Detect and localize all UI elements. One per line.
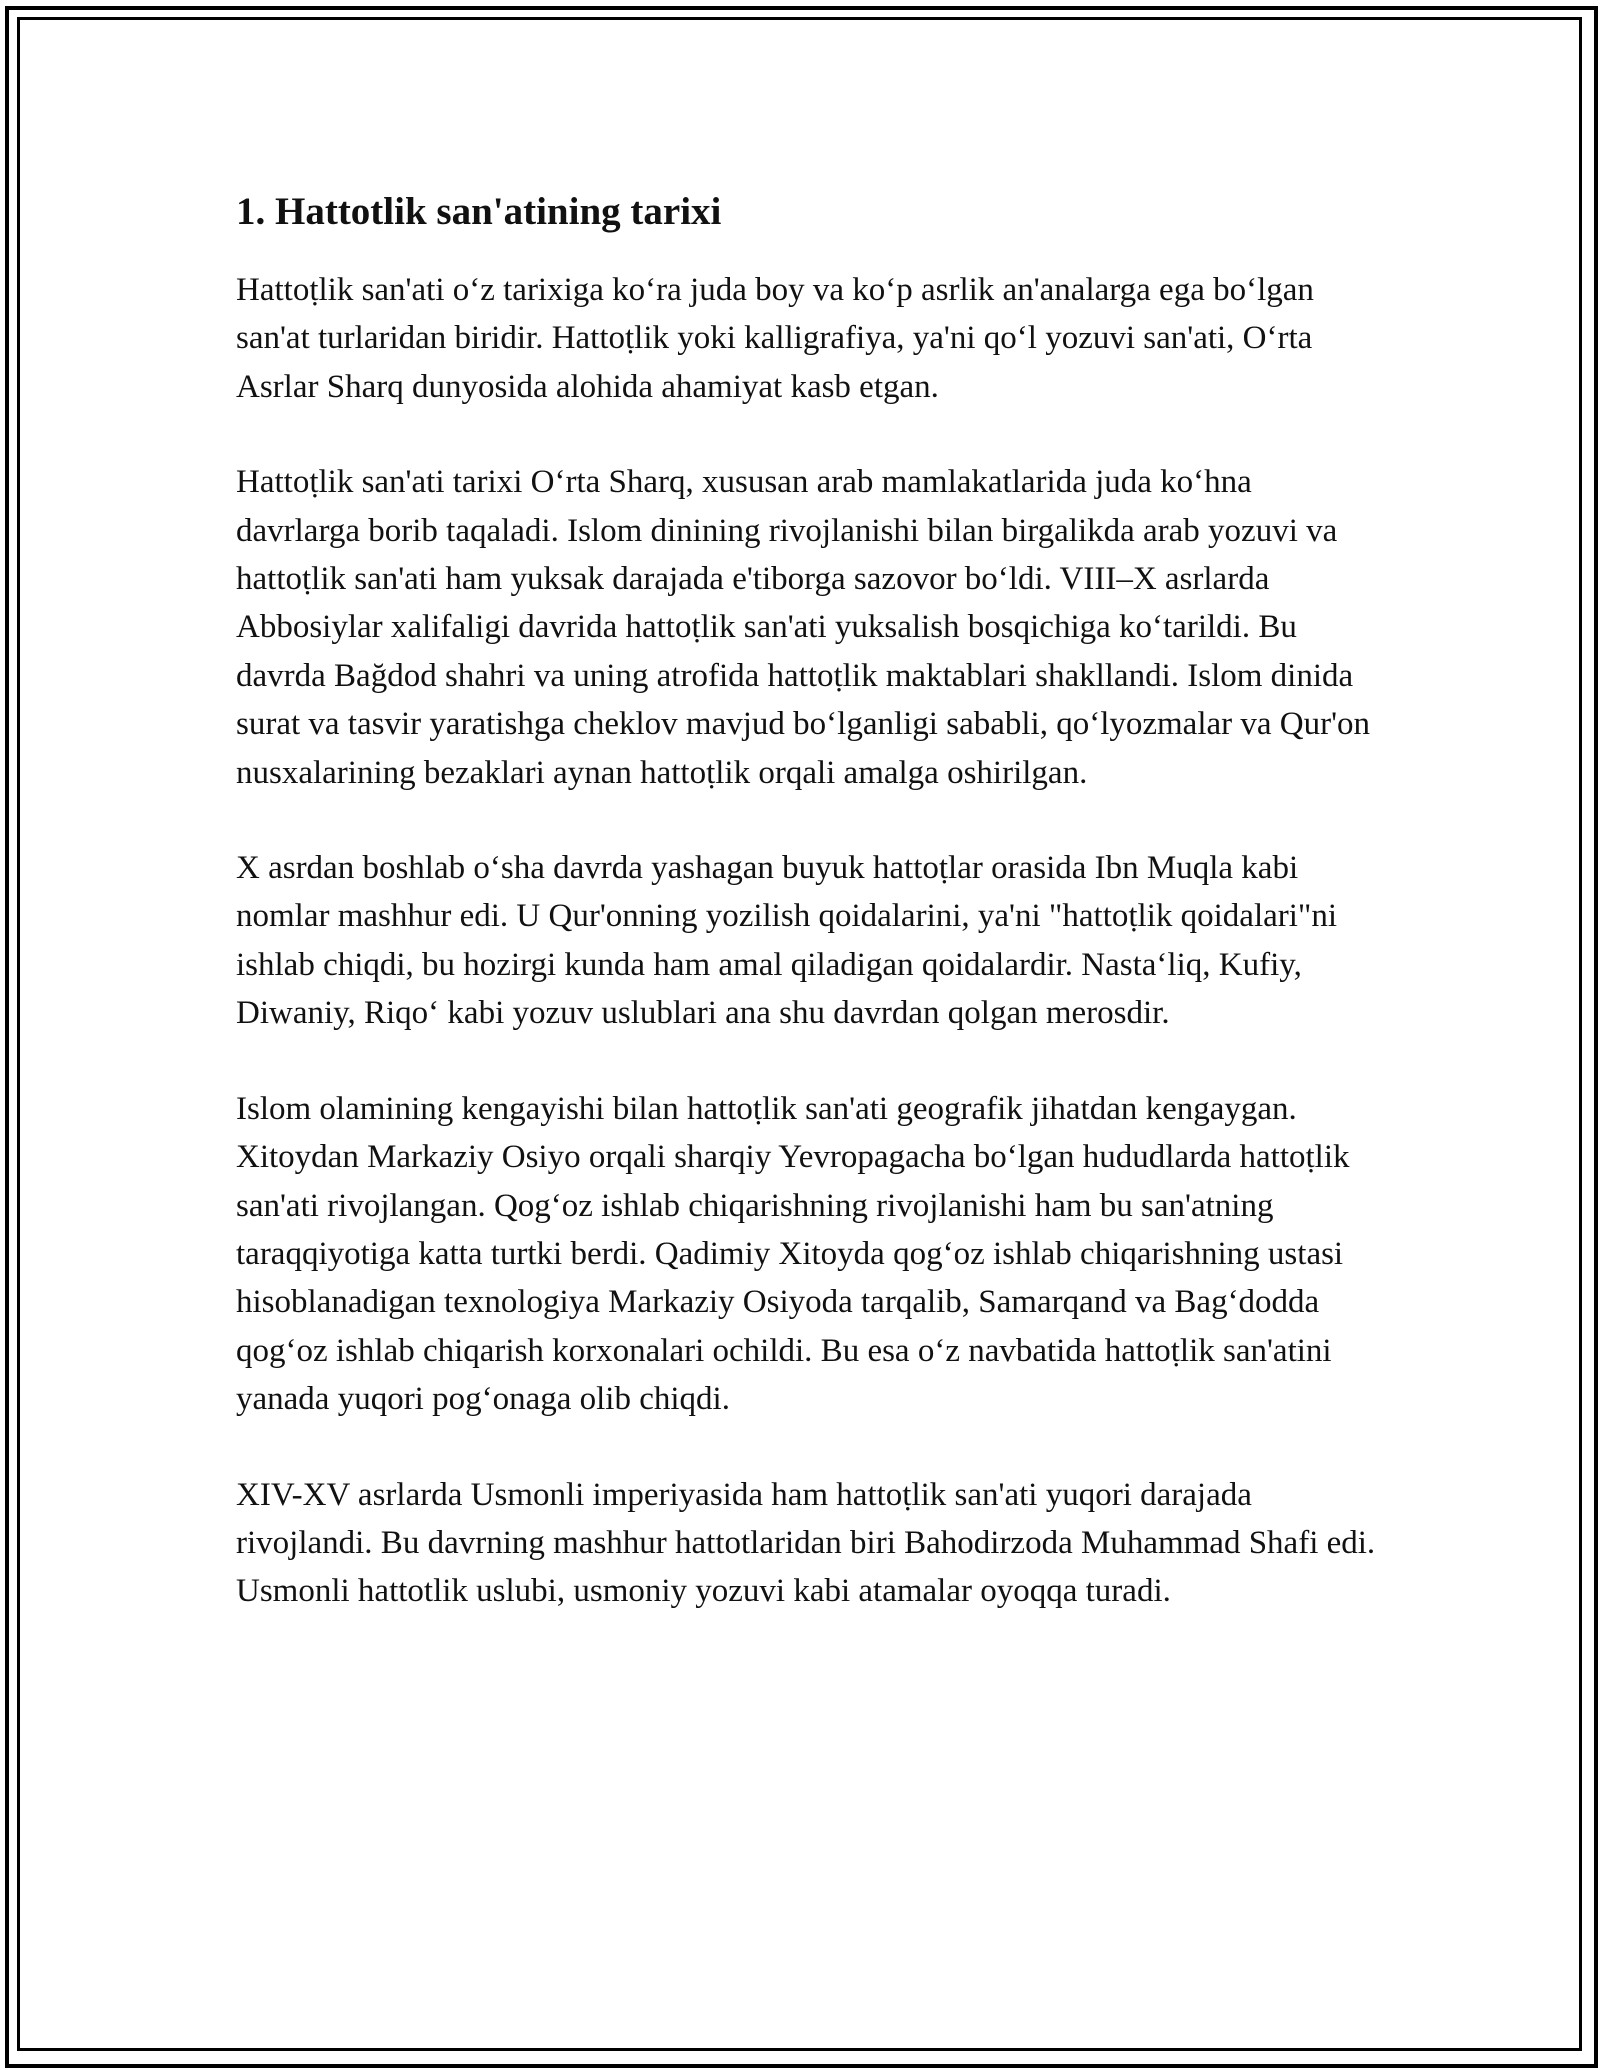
page-title: 1. Hattotlik san'atining tarixi xyxy=(236,190,722,233)
paragraph-5: XIV-XV asrlarda Usmonli imperiyasida ham hattoṭlik san'ati yuqori darajada rivojlandi. Bu davrning mashhur hattotlaridan biri Bahodirzoda Muhammad Shafi edi. Usmonli hattotlik uslubi, usmoniy yozuvi kabi atamalar oyoqqa turadi. xyxy=(236,1476,1376,1610)
paragraph-1: Hattoṭlik san'ati oʻz tarixiga koʻra juda boy va koʻp asrlik an'analarga ega boʻlgan san'at turlaridan biridir. Hattoṭlik yoki kalligrafiya, ya'ni qoʻl yozuvi san'ati, Oʻrta Asrlar Sharq dunyosida alohida ahamiyat kasb etgan. xyxy=(236,272,1314,405)
document-body xyxy=(236,186,1376,1663)
paragraph-4: Islom olamining kengayishi bilan hattoṭlik san'ati geografik jihatdan kengaygan. Xitoydan Markaziy Osiyo orqali sharqiy Yevropagacha boʻlgan hududlarda hattoṭlik san'ati rivojlangan. Qogʻoz ishlab chiqarishning rivojlanishi ham bu san'atning taraqqiyotiga katta turtki berdi. Qadimiy Xitoyda qogʻoz ishlab chiqarishning ustasi hisoblanadigan texnologiya Markaziy Osiyoda tarqalib, Samarqand va Bagʻdodda qogʻoz ishlab chiqarish korxonalari ochildi. Bu esa oʻz navbatida hattoṭlik san'atini yanada yuqori pogʻonaga olib chiqdi. xyxy=(236,1090,1350,1418)
paragraph-3: X asrdan boshlab oʻsha davrda yashagan buyuk hattoṭlar orasida Ibn Muqla kabi nomlar mashhur edi. U Qur'onning yozilish qoidalarini, ya'ni "hattoṭlik qoidalari"ni ishlab chiqdi, bu hozirgi kunda ham amal qiladigan qoidalardir. Nastaʻliq, Kufiy, Diwaniy, Riqoʻ kabi yozuv uslublari ana shu davrdan qolgan merosdir. xyxy=(236,850,1338,1032)
paragraph-2: Hattoṭlik san'ati tarixi Oʻrta Sharq, xususan arab mamlakatlarida juda koʻhna davrlarga borib taqaladi. Islom dinining rivojlanishi bilan birgalikda arab yozuvi va hattoṭlik san'ati ham yuksak darajada e'tiborga sazovor boʻldi. VIII–X asrlarda Abbosiylar xalifaligi davrida hattoṭlik san'ati yuksalish bosqichiga koʻtarildi. Bu davrda Bağdod shahri va uning atrofida hattoṭlik maktablari shakllandi. Islom dinida surat va tasvir yaratishga cheklov mavjud boʻlganligi sababli, qoʻlyozmalar va Qur'on nusxalarining bezaklari aynan hattoṭlik orqali amalga oshirilgan. xyxy=(236,464,1371,791)
